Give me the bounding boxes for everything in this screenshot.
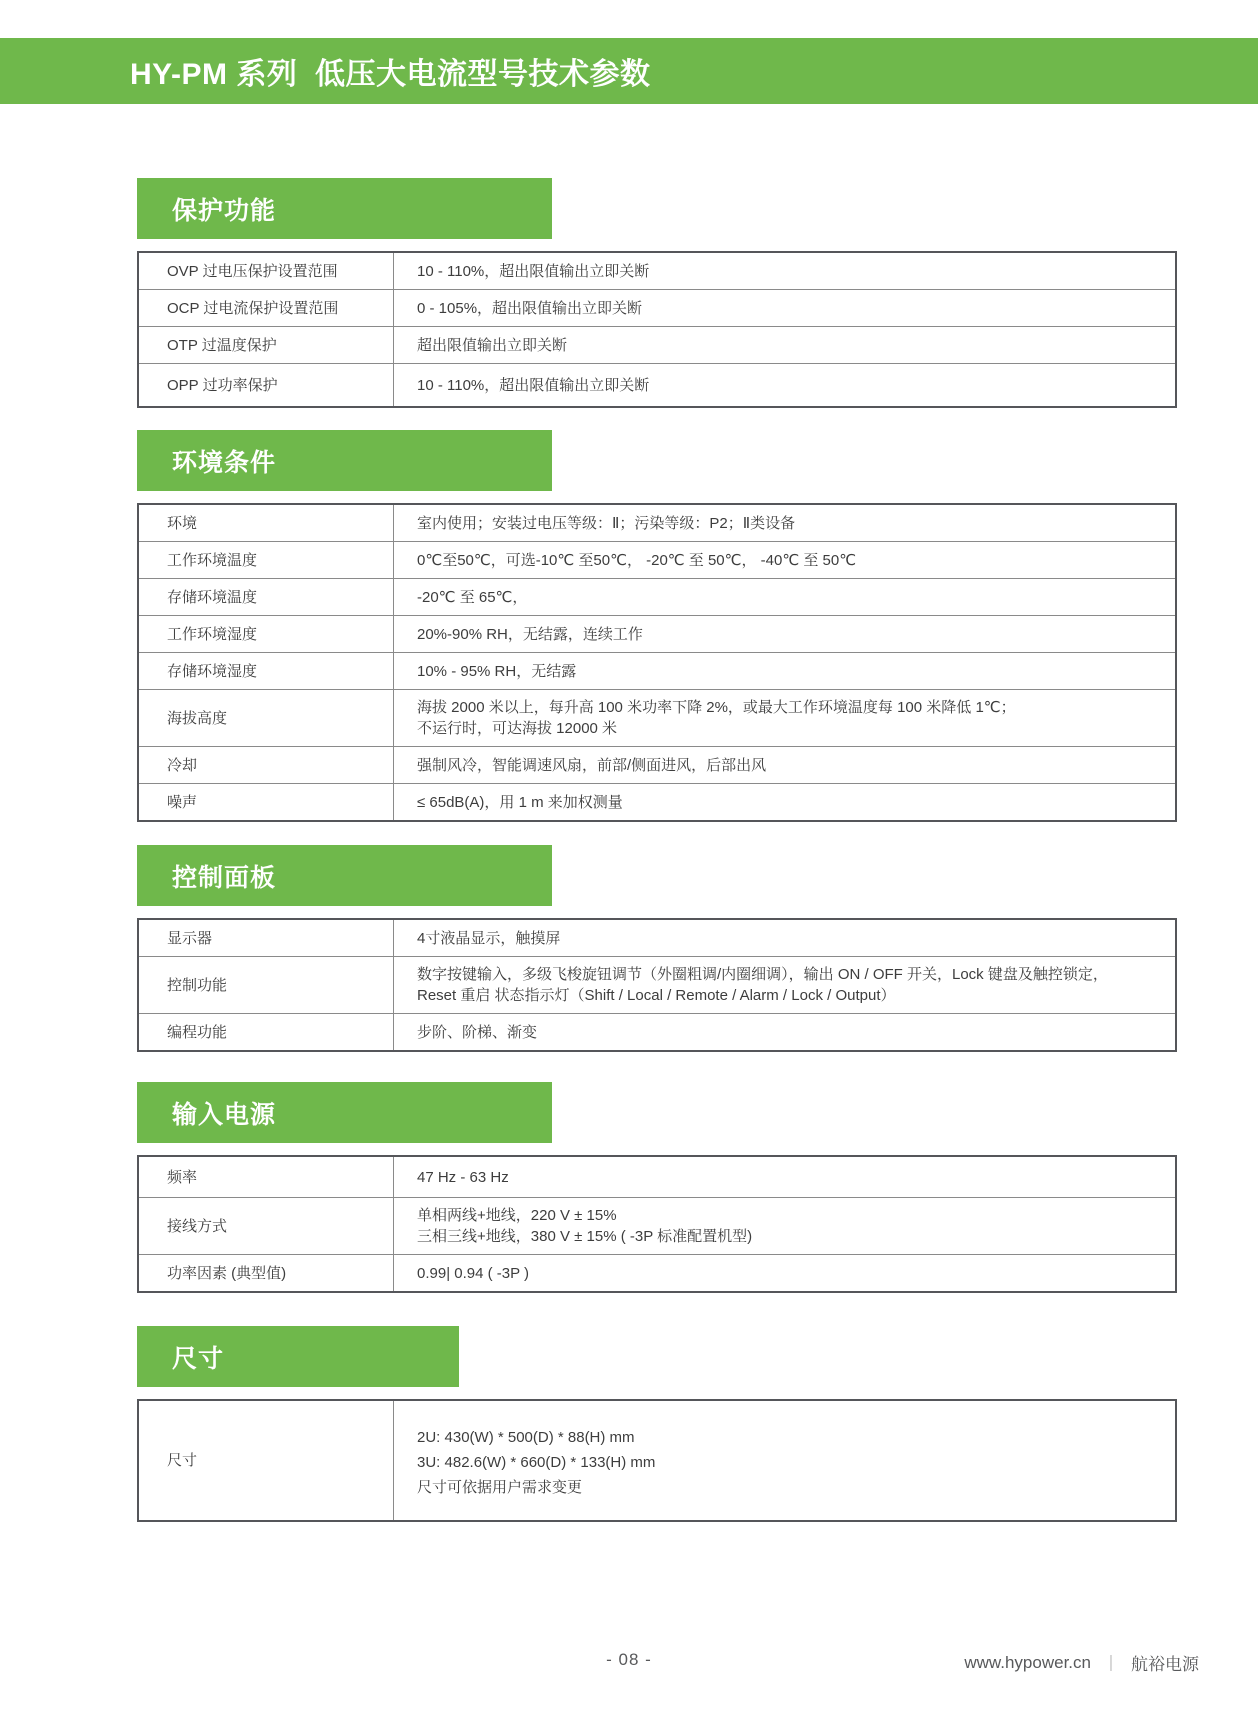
row-label: 显示器: [139, 920, 394, 956]
value-line: -20℃ 至 65℃，: [417, 588, 528, 606]
row-value: [394, 616, 1175, 652]
table-row: [139, 364, 1175, 406]
row-label: OCP 过电流保护设置范围: [139, 290, 394, 326]
value-line: ≤ 65dB(A)，用 1 m 来加权测量: [417, 793, 623, 811]
row-label: 工作环境温度: [139, 542, 394, 578]
row-value: [394, 784, 1175, 820]
section-title: 环境条件: [172, 448, 277, 477]
section-header-environment: [137, 430, 552, 491]
row-value: [394, 579, 1175, 615]
section-header-protection: [137, 178, 552, 239]
table-row: [139, 957, 1175, 1014]
value-line: Reset 重启 状态指示灯（Shift / Local / Remote / Alarm / Lock / Output）: [417, 987, 896, 1004]
row-label: 存储环境湿度: [139, 653, 394, 689]
section-header-input-power: [137, 1082, 552, 1143]
table-row: [139, 253, 1175, 290]
value-line: 步阶、阶梯、渐变: [417, 1023, 538, 1041]
section-title: 保护功能: [172, 196, 277, 225]
value-line: 3U: 482.6(W) * 660(D) * 133(H) mm: [417, 1454, 656, 1471]
page-title: HY-PM 系列 低压大电流型号技术参数: [130, 58, 651, 91]
value-line: 0℃至50℃，可选-10℃ 至50℃， -20℃ 至 50℃， -40℃ 至 50℃: [417, 551, 857, 569]
row-label: OTP 过温度保护: [139, 327, 394, 363]
row-label: 海拔高度: [139, 690, 394, 746]
row-label: OPP 过功率保护: [139, 364, 394, 406]
row-value: [394, 957, 1175, 1013]
table-row: [139, 1157, 1175, 1198]
row-value: [394, 1198, 1175, 1254]
table-row: [139, 1255, 1175, 1291]
row-value: [394, 747, 1175, 783]
row-value: [394, 253, 1175, 289]
row-value: [394, 1255, 1175, 1291]
row-value: [394, 1157, 1175, 1197]
table-row: [139, 542, 1175, 579]
row-value: [394, 505, 1175, 541]
page-content: [137, 104, 1177, 1522]
row-label: 冷却: [139, 747, 394, 783]
value-line: 数字按键输入，多级飞梭旋钮调节（外圈粗调/内圈细调），输出 ON / OFF 开关，Lock 键盘及触控锁定，: [417, 966, 1108, 983]
value-line: 强制风冷，智能调速风扇，前部/侧面进风，后部出风: [417, 756, 767, 774]
table-row: [139, 290, 1175, 327]
value-line: 4寸液晶显示，触摸屏: [417, 929, 561, 947]
row-label: 环境: [139, 505, 394, 541]
section-title: 尺寸: [172, 1344, 225, 1373]
value-line: 三相三线+地线，380 V ± 15% ( -3P 标准配置机型): [417, 1228, 753, 1245]
table-row: [139, 1198, 1175, 1255]
spec-table-protection: [137, 251, 1177, 408]
table-row: [139, 653, 1175, 690]
row-label: 噪声: [139, 784, 394, 820]
value-line: 0.99| 0.94 ( -3P ): [417, 1264, 530, 1282]
row-value: [394, 290, 1175, 326]
row-label: OVP 过电压保护设置范围: [139, 253, 394, 289]
value-line: 2U: 430(W) * 500(D) * 88(H) mm: [417, 1429, 635, 1446]
value-line: 10% - 95% RH，无结露: [417, 662, 577, 680]
table-row: [139, 747, 1175, 784]
table-row: [139, 690, 1175, 747]
value-line: 单相两线+地线，220 V ± 15%: [417, 1207, 617, 1224]
spec-table-dimensions: [137, 1399, 1177, 1522]
footer-brand: 航裕电源: [1131, 1655, 1199, 1674]
row-label: 编程功能: [139, 1014, 394, 1050]
section-header-dimensions: [137, 1326, 459, 1387]
row-label: 控制功能: [139, 957, 394, 1013]
row-value: [394, 690, 1175, 746]
row-label: 功率因素 (典型值): [139, 1255, 394, 1291]
value-line: 20%-90% RH，无结露，连续工作: [417, 625, 643, 643]
row-value: [394, 1014, 1175, 1050]
page-footer: [0, 1650, 1258, 1674]
row-value: [394, 653, 1175, 689]
row-value: [394, 327, 1175, 363]
spec-table-input-power: [137, 1155, 1177, 1293]
row-value: [394, 542, 1175, 578]
value-line: 10 - 110%，超出限值输出立即关断: [417, 376, 650, 394]
table-row: [139, 1014, 1175, 1050]
row-label: 频率: [139, 1157, 394, 1197]
section-title: 控制面板: [172, 863, 277, 892]
row-value: [394, 364, 1175, 406]
value-line: 10 - 110%，超出限值输出立即关断: [417, 262, 650, 280]
page-number: - 08 -: [606, 1650, 652, 1669]
value-line: 室内使用；安装过电压等级：Ⅱ；污染等级：P2；Ⅱ类设备: [417, 514, 796, 532]
spec-table-environment: [137, 503, 1177, 822]
row-label: 尺寸: [139, 1401, 394, 1520]
row-value: [394, 1401, 1175, 1520]
table-row: [139, 920, 1175, 957]
header-bar: [0, 38, 1258, 104]
row-label: 接线方式: [139, 1198, 394, 1254]
footer-right: [964, 1650, 1199, 1675]
value-line: 尺寸可依据用户需求变更: [417, 1479, 583, 1496]
footer-site-link[interactable]: www.hypower.cn: [964, 1652, 1091, 1672]
value-line: 超出限值输出立即关断: [417, 336, 568, 354]
table-row: [139, 327, 1175, 364]
section-header-control-panel: [137, 845, 552, 906]
table-row: [139, 579, 1175, 616]
footer-separator: ｜: [1102, 1656, 1119, 1673]
spec-table-control-panel: [137, 918, 1177, 1052]
value-line: 不运行时，可达海拔 12000 米: [417, 720, 618, 737]
row-value: [394, 920, 1175, 956]
table-row: [139, 505, 1175, 542]
table-row: [139, 784, 1175, 820]
value-line: 47 Hz - 63 Hz: [417, 1168, 509, 1186]
table-row: [139, 616, 1175, 653]
row-label: 工作环境湿度: [139, 616, 394, 652]
value-line: 0 - 105%，超出限值输出立即关断: [417, 299, 643, 317]
section-title: 输入电源: [172, 1100, 277, 1129]
row-label: 存储环境温度: [139, 579, 394, 615]
value-line: 海拔 2000 米以上，每升高 100 米功率下降 2%，或最大工作环境温度每 100 米降低 1℃；: [417, 699, 1016, 716]
table-row: [139, 1401, 1175, 1520]
